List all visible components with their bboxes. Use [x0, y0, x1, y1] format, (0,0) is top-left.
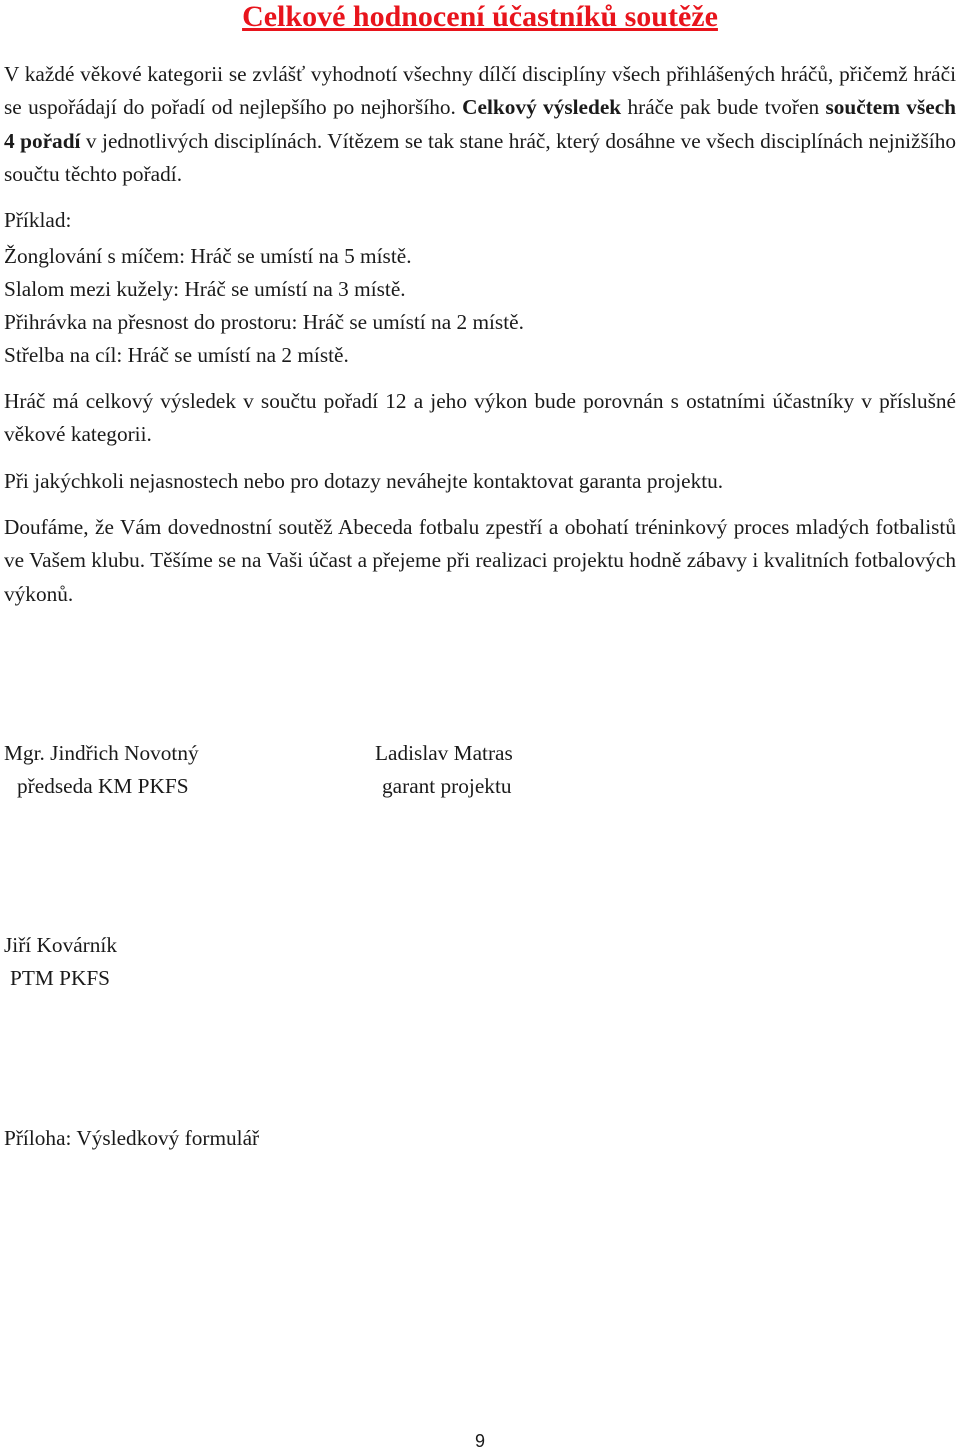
- attachment-note: Příloha: Výsledkový formulář: [4, 1126, 260, 1150]
- signature-role-matras: garant projektu: [382, 774, 512, 798]
- example-line-passing: Přihrávka na přesnost do prostoru: Hráč se umístí na 2 místě.: [4, 310, 524, 334]
- signature-name-novotny: Mgr. Jindřich Novotný: [4, 741, 199, 765]
- signature-name-matras: Ladislav Matras: [375, 741, 513, 765]
- closing-paragraph: Doufáme, že Vám dovednostní soutěž Abeceda fotbalu zpestří a obohatí tréninkový proces mladých fotbalistů ve Vašem klubu. Těšíme se na Vaši účast a přejeme při realizaci projektu hodně zábavy i kvalitních fotbalových výkonů.: [4, 515, 956, 606]
- signature-role-novotny: předseda KM PKFS: [17, 774, 189, 798]
- page-number: 9: [474, 1431, 485, 1451]
- intro-paragraph: [4, 58, 956, 191]
- result-paragraph: Hráč má celkový výsledek v součtu pořadí 12 a jeho výkon bude porovnán s ostatními účastníky v příslušné věkové kategorii.: [4, 389, 956, 447]
- contact-paragraph: Při jakýchkoli nejasnostech nebo pro dotazy neváhejte kontaktovat garanta projektu.: [4, 469, 724, 493]
- signature-role-kovarnik: PTM PKFS: [10, 966, 111, 990]
- intro-bold-sum: součtem všech 4 pořadí: [4, 95, 956, 153]
- signature-name-kovarnik: Jiří Kovárník: [4, 933, 117, 957]
- page-title: Celkové hodnocení účastníků soutěže: [242, 0, 718, 33]
- intro-bold-total-result: Celkový výsledek: [462, 95, 622, 120]
- example-line-shooting: Střelba na cíl: Hráč se umístí na 2 místě.: [4, 343, 349, 367]
- intro-text-1: V každé věkové kategorii se zvlášť vyhodnotí všechny dílčí disciplíny všech přihlášených hráčů, přičemž hráči se uspořádají do pořadí od nejlepšího po nejhoršího.: [4, 62, 956, 120]
- intro-text-3: v jednotlivých disciplínách. Vítězem se tak stane hráč, který dosáhne ve všech disciplínách nejnižšího součtu těchto pořadí.: [4, 128, 957, 186]
- example-heading: Příklad:: [4, 208, 72, 232]
- example-line-slalom: Slalom mezi kužely: Hráč se umístí na 3 místě.: [4, 277, 406, 301]
- example-line-juggling: Žonglování s míčem: Hráč se umístí na 5 místě.: [4, 244, 412, 268]
- intro-text-2: hráče pak bude tvořen: [621, 95, 826, 120]
